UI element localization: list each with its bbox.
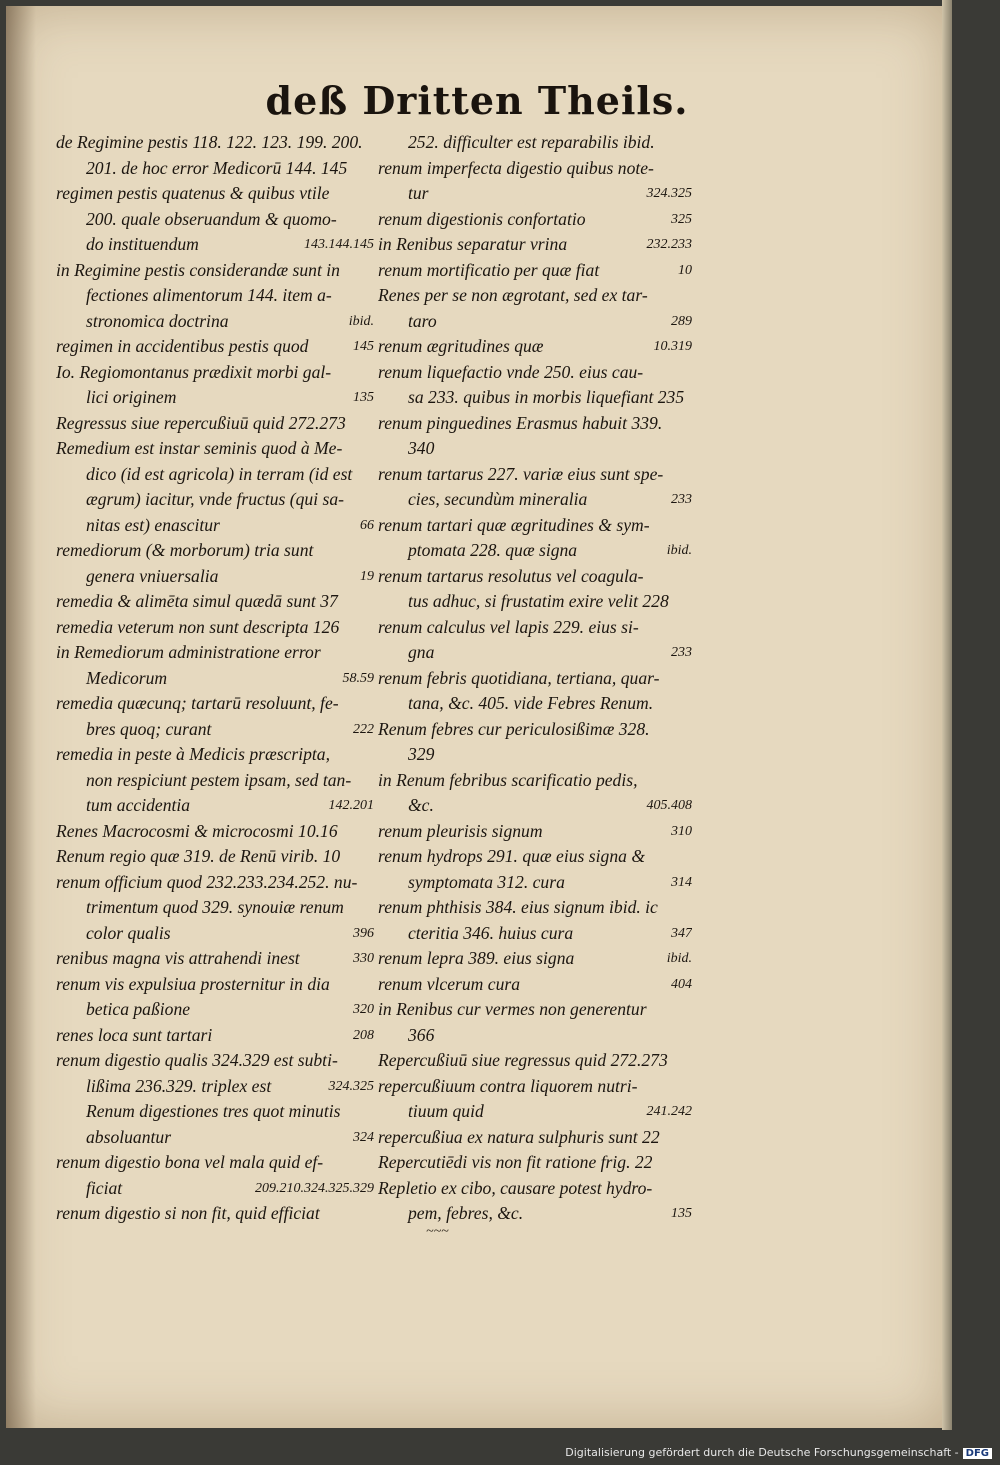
index-entry <box>378 564 692 590</box>
entry-text: renum digestio si non fit, quid efficiat <box>56 1203 320 1223</box>
entry-text: Renum febres cur periculosißimæ 328. <box>378 718 650 739</box>
entry-text: in Renibus separatur vrina <box>378 234 568 254</box>
entry-text: fectiones alimentorum 144. item a- <box>86 285 332 305</box>
index-entry <box>378 1176 692 1202</box>
index-entry <box>378 232 692 258</box>
index-entry <box>378 717 692 743</box>
entry-text: non respiciunt pestem ipsam, sed tan- <box>86 769 352 790</box>
index-entry <box>378 793 692 819</box>
page-reference: 324.325 <box>646 186 692 201</box>
entry-text: 252. difficulter est reparabilis ibid. <box>408 132 655 152</box>
entry-text: sa 233. quibus in morbis liquefiant 235 <box>408 387 685 407</box>
index-entry <box>56 360 374 386</box>
entry-text: absoluantur <box>86 1126 172 1147</box>
entry-text: remedia quæcunq; tartarū resoluunt, fe- <box>56 693 339 713</box>
index-entry <box>378 946 692 972</box>
index-entry <box>378 1099 692 1125</box>
entry-text: tiuum quid <box>408 1101 484 1121</box>
page-reference: 10.319 <box>653 339 692 354</box>
index-entry <box>56 895 374 921</box>
entry-text: trimentum quod 329. synouiæ renum <box>86 897 344 917</box>
page-reference: 314 <box>671 874 692 890</box>
entry-text: lißima 236.329. triplex est <box>86 1075 272 1096</box>
index-entry <box>56 1201 374 1227</box>
index-entry <box>56 589 374 615</box>
index-entry <box>378 640 692 666</box>
entry-text: renum vlcerum cura <box>378 973 521 994</box>
entry-text: Repercußiuū siue regressus quid 272.273 <box>378 1050 668 1070</box>
entry-text: Renes per se non ægrotant, sed ex tar- <box>378 285 648 305</box>
page-reference: ibid. <box>666 543 692 558</box>
entry-text: renum lepra 389. eius signa <box>378 948 575 968</box>
entry-text: renum ægritudines quæ <box>378 336 544 356</box>
index-entry <box>56 1048 374 1074</box>
index-entry <box>378 309 692 335</box>
index-entry <box>56 793 374 819</box>
entry-text: &c. <box>408 795 434 815</box>
index-entry <box>378 844 692 870</box>
page-reference: 404 <box>671 976 692 992</box>
entry-text: renibus magna vis attrahendi inest <box>56 948 300 968</box>
page-reference: 233 <box>671 645 692 660</box>
page-reference: 325 <box>671 211 692 227</box>
index-entry <box>378 921 692 947</box>
index-entry <box>56 181 374 207</box>
index-entry <box>378 283 692 309</box>
page-reference: 142.201 <box>328 798 374 813</box>
index-entry <box>56 666 374 692</box>
index-entry <box>378 1048 692 1074</box>
index-entry <box>56 487 374 513</box>
credit-text: Digitalisierung gefördert durch die Deutsche Forschungsgemeinschaft - <box>565 1446 959 1459</box>
entry-text: in Renum febribus scarificatio pedis, <box>378 769 638 790</box>
entry-text: tana, &c. 405. vide Febres Renum. <box>408 693 654 713</box>
index-entry <box>378 742 692 768</box>
index-entry <box>378 666 692 692</box>
index-entry <box>378 1150 692 1176</box>
page-reference: 320 <box>353 1002 374 1017</box>
entry-text: tus adhuc, si frustatim exire velit 228 <box>408 591 669 611</box>
entry-text: nitas est) enascitur <box>86 514 220 535</box>
entry-text: repercußiua ex natura sulphuris sunt 22 <box>378 1126 660 1147</box>
entry-text: regimen in accidentibus pestis quod <box>56 336 309 356</box>
index-entry <box>56 436 374 462</box>
index-entry <box>56 921 374 947</box>
entry-text: renum hydrops 291. quæ eius signa & <box>378 846 645 866</box>
index-entry <box>56 1074 374 1100</box>
index-entry <box>56 411 374 437</box>
index-entry <box>56 309 374 335</box>
entry-text: taro <box>408 310 437 331</box>
index-entry <box>378 819 692 845</box>
entry-text: remedia & alimēta simul quædā sunt 37 <box>56 591 338 611</box>
index-entry <box>378 207 692 233</box>
page-reference: ibid. <box>348 313 374 329</box>
entry-text: tum accidentia <box>86 795 191 815</box>
page-reference: 347 <box>671 925 692 941</box>
index-entry <box>378 1201 692 1227</box>
digitization-credit <box>565 1446 992 1459</box>
index-entry <box>378 411 692 437</box>
index-entry <box>56 156 374 182</box>
entry-text: renum digestio qualis 324.329 est subti- <box>56 1050 338 1070</box>
catchword: ~~~ <box>426 1224 449 1239</box>
index-entry <box>378 870 692 896</box>
entry-text: Repercutiēdi vis non fit ratione frig. 22 <box>378 1152 653 1172</box>
entry-text: renum calculus vel lapis 229. eius si- <box>378 616 639 637</box>
entry-text: stronomica doctrina <box>86 310 229 331</box>
page-reference: 324 <box>353 1129 374 1145</box>
entry-text: renum digestionis confortatio <box>378 208 586 229</box>
index-column-left <box>56 130 374 1227</box>
page-reference: 241.242 <box>646 1104 692 1119</box>
page-reference: 232.233 <box>646 237 692 252</box>
index-entry <box>56 819 374 845</box>
entry-text: renum vis expulsiua prosternitur in dia <box>56 973 330 994</box>
page-reference: 135 <box>671 1206 692 1221</box>
index-entry <box>378 615 692 641</box>
entry-text: renum officium quod 232.233.234.252. nu- <box>56 871 358 892</box>
index-entry <box>56 283 374 309</box>
entry-text: cies, secundùm mineralia <box>408 489 588 509</box>
index-entry <box>378 436 692 462</box>
entry-text: renum imperfecta digestio quibus note- <box>378 157 654 178</box>
index-entry <box>378 487 692 513</box>
index-entry <box>56 844 374 870</box>
index-entry <box>56 946 374 972</box>
entry-text: symptomata 312. cura <box>408 871 565 892</box>
index-entry <box>56 385 374 411</box>
index-entry <box>56 130 374 156</box>
page-reference: 66 <box>360 517 374 533</box>
page-reference: 330 <box>353 951 374 966</box>
page-reference: 19 <box>360 568 374 584</box>
entry-text: gna <box>408 642 435 662</box>
index-entry <box>378 360 692 386</box>
entry-text: betica paßione <box>86 999 191 1019</box>
index-entry <box>378 385 692 411</box>
page-reference: 396 <box>353 925 374 941</box>
entry-text: renum tartarus resolutus vel coagula- <box>378 565 644 586</box>
entry-text: renum digestio bona vel mala quid ef- <box>56 1152 324 1172</box>
index-entry <box>56 640 374 666</box>
page-reference: 310 <box>671 823 692 839</box>
entry-text: color qualis <box>86 922 171 943</box>
page-reference: 289 <box>671 313 692 329</box>
index-entry <box>56 1150 374 1176</box>
index-entry <box>56 232 374 258</box>
index-entry <box>56 972 374 998</box>
index-entry <box>56 615 374 641</box>
entry-text: 200. quale obseruandum & quomo- <box>86 208 337 229</box>
index-entry <box>378 1074 692 1100</box>
entry-text: do instituendum <box>86 234 199 254</box>
index-entry <box>378 538 692 564</box>
page-reference: 135 <box>353 390 374 405</box>
entry-text: 340 <box>408 438 435 458</box>
page-reference: 324.325 <box>328 1078 374 1094</box>
index-entry <box>56 717 374 743</box>
index-entry <box>378 589 692 615</box>
entry-text: Renum digestiones tres quot minutis <box>86 1101 341 1121</box>
entry-text: renum tartarus 227. variæ eius sunt spe- <box>378 463 664 484</box>
entry-text: remedia veterum non sunt descripta 126 <box>56 616 340 637</box>
entry-text: ficiat <box>86 1177 123 1198</box>
entry-text: renum phthisis 384. eius signum ibid. ic <box>378 897 658 917</box>
entry-text: Repletio ex cibo, causare potest hydro- <box>378 1177 653 1198</box>
index-entry <box>378 972 692 998</box>
index-entry <box>378 895 692 921</box>
page-reference: 145 <box>353 339 374 354</box>
index-entry <box>378 997 692 1023</box>
entry-text: bres quoq; curant <box>86 718 212 739</box>
page-reference: 143.144.145 <box>304 237 374 252</box>
entry-text: tur <box>408 183 429 203</box>
entry-text: renum pinguedines Erasmus habuit 339. <box>378 412 663 433</box>
index-entry <box>56 870 374 896</box>
index-entry <box>56 691 374 717</box>
index-entry <box>378 334 692 360</box>
entry-text: de Regimine pestis 118. 122. 123. 199. 200. <box>56 132 363 152</box>
entry-text: renum mortificatio per quæ fiat <box>378 259 600 280</box>
index-entry <box>56 564 374 590</box>
entry-text: Renes Macrocosmi & microcosmi 10.16 <box>56 820 338 841</box>
index-entry <box>56 997 374 1023</box>
entry-text: 329 <box>408 744 435 764</box>
index-column-right <box>378 130 692 1227</box>
page-reference: 405.408 <box>646 798 692 813</box>
entry-text: in Regimine pestis considerandæ sunt in <box>56 259 340 280</box>
index-entry <box>378 691 692 717</box>
page-reference: ibid. <box>666 951 692 966</box>
index-entry <box>56 1125 374 1151</box>
entry-text: repercußiuum contra liquorem nutri- <box>378 1075 638 1096</box>
entry-text: remedia in peste à Medicis præscripta, <box>56 744 330 764</box>
entry-text: genera vniuersalia <box>86 565 219 586</box>
entry-text: Remedium est instar seminis quod à Me- <box>56 438 343 458</box>
entry-text: renes loca sunt tartari <box>56 1024 213 1045</box>
index-entry <box>56 1099 374 1125</box>
entry-text: cteritia 346. huius cura <box>408 922 574 943</box>
entry-text: renum tartari quæ ægritudines & sym- <box>378 514 650 535</box>
entry-text: in Renibus cur vermes non generentur <box>378 999 647 1019</box>
entry-text: pem, febres, &c. <box>408 1203 524 1223</box>
entry-text: dico (id est agricola) in terram (id est <box>86 463 353 484</box>
index-entry <box>378 1125 692 1151</box>
page-reference: 233 <box>671 492 692 507</box>
index-entry <box>56 258 374 284</box>
entry-text: Regressus siue repercußiuū quid 272.273 <box>56 412 346 433</box>
entry-text: lici originem <box>86 387 177 407</box>
entry-text: 201. de hoc error Medicorū 144. 145 <box>86 157 348 178</box>
page-reference: 10 <box>678 262 692 278</box>
index-entry <box>378 768 692 794</box>
entry-text: Medicorum <box>86 667 168 688</box>
entry-text: ægrum) iacitur, vnde fructus (qui sa- <box>86 489 345 509</box>
index-entry <box>56 1023 374 1049</box>
index-entry <box>378 462 692 488</box>
entry-text: 366 <box>408 1024 435 1045</box>
index-entry <box>378 181 692 207</box>
index-entry <box>378 156 692 182</box>
entry-text: renum pleurisis signum <box>378 820 543 841</box>
entry-text: renum liquefactio vnde 250. eius cau- <box>378 361 644 382</box>
spine-shadow <box>6 6 36 1428</box>
entry-text: Io. Regiomontanus prædixit morbi gal- <box>56 361 332 382</box>
page-reference: 209.210.324.325.329 <box>255 1180 374 1196</box>
entry-text: ptomata 228. quæ signa <box>408 540 578 560</box>
index-entry <box>56 207 374 233</box>
index-entry <box>56 513 374 539</box>
entry-text: renum febris quotidiana, tertiana, quar- <box>378 667 660 688</box>
index-entry <box>56 1176 374 1202</box>
entry-text: regimen pestis quatenus & quibus vtile <box>56 183 330 203</box>
page-reference: 222 <box>353 721 374 737</box>
running-head: deß Dritten Theils. <box>265 78 689 123</box>
page-edge <box>942 0 952 1430</box>
index-entry <box>56 538 374 564</box>
dfg-logo: DFG <box>963 1448 992 1459</box>
page-reference: 58.59 <box>342 670 374 686</box>
page-reference: 208 <box>353 1027 374 1043</box>
index-entry <box>378 130 692 156</box>
index-entry <box>378 513 692 539</box>
entry-text: remediorum (& morborum) tria sunt <box>56 540 314 560</box>
index-entry <box>378 258 692 284</box>
index-entry <box>378 1023 692 1049</box>
index-entry <box>56 768 374 794</box>
index-entry <box>56 742 374 768</box>
index-entry <box>56 334 374 360</box>
entry-text: Renum regio quæ 319. de Renū virib. 10 <box>56 846 341 866</box>
entry-text: in Remediorum administratione error <box>56 642 321 662</box>
book-page <box>6 6 948 1428</box>
index-entry <box>56 462 374 488</box>
